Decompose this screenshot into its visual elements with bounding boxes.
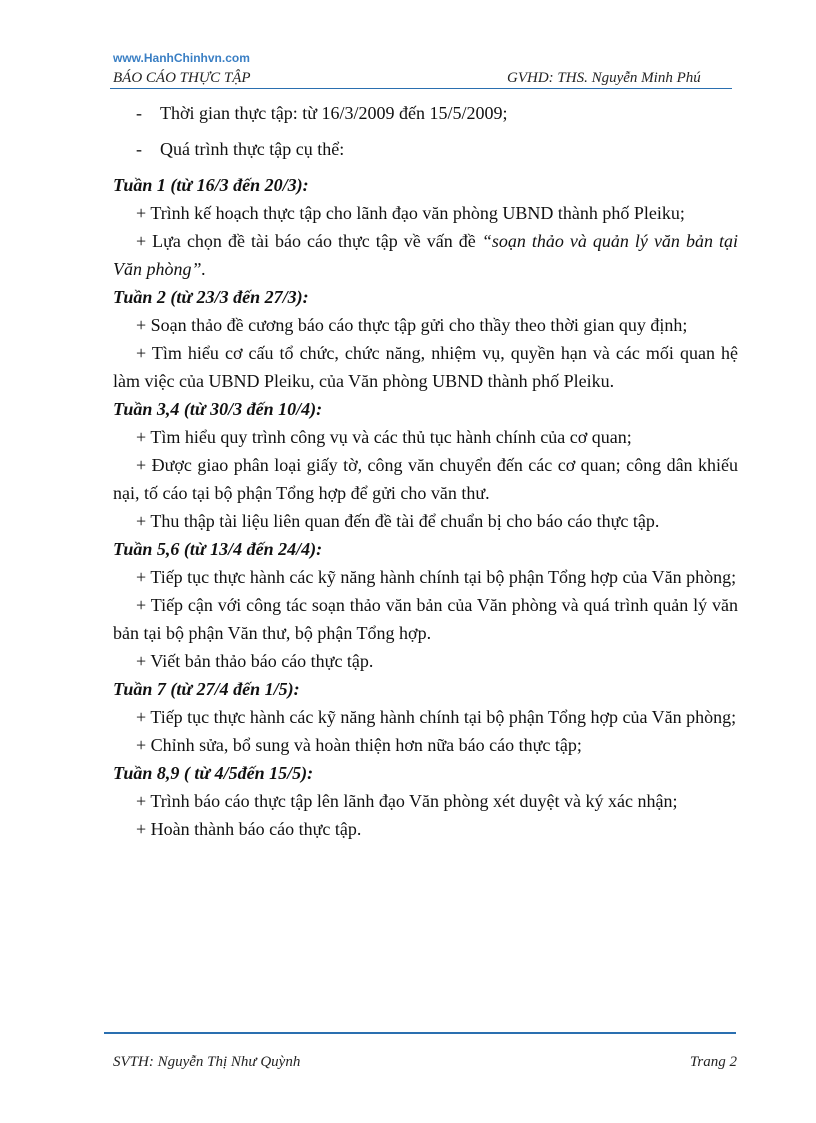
week-item: + Trình kế hoạch thực tập cho lãnh đạo văn phòng UBND thành phố Pleiku; (136, 203, 685, 223)
dash-bullet: - (136, 103, 142, 123)
week-item: + Thu thập tài liệu liên quan đến đề tài để chuẩn bị cho báo cáo thực tập. (136, 511, 660, 531)
week-item-text: + Lựa chọn đề tài báo cáo thực tập về vấn đề (136, 231, 482, 251)
week-item: + Tiếp tục thực hành các kỹ năng hành chính tại bộ phận Tổng hợp của Văn phòng; (136, 707, 737, 727)
footer-divider (104, 1032, 736, 1034)
header-divider (110, 88, 732, 89)
week-item: + Chỉnh sửa, bổ sung và hoàn thiện hơn nữa báo cáo thực tập; (136, 735, 582, 755)
header-supervisor: GVHD: THS. Nguyễn Minh Phú (507, 70, 701, 86)
intro-item (113, 135, 738, 163)
week-heading: Tuần 2 (từ 23/3 đến 27/3): (113, 287, 309, 307)
topic-quote: “soạn thảo và quản lý văn bản tại Văn phòng”. (113, 231, 738, 279)
week-item: + Soạn thảo đề cương báo cáo thực tập gửi cho thầy theo thời gian quy định; (136, 315, 688, 335)
week-heading: Tuần 7 (từ 27/4 đến 1/5): (113, 679, 300, 699)
week-item: + Được giao phân loại giấy tờ, công văn chuyển đến các cơ quan; công dân khiếu nại, tố cáo tại bộ phận Tổng hợp để gửi cho văn thư. (113, 455, 738, 503)
week-heading: Tuần 1 (từ 16/3 đến 20/3): (113, 175, 309, 195)
intro-text: Quá trình thực tập cụ thể: (160, 139, 345, 159)
week-item: + Tìm hiểu cơ cấu tổ chức, chức năng, nhiệm vụ, quyền hạn và các mối quan hệ làm việc của UBND Pleiku, của Văn phòng UBND thành phố Pleiku. (113, 343, 738, 391)
week-item: + Tìm hiểu quy trình công vụ và các thủ tục hành chính của cơ quan; (136, 427, 632, 447)
intro-item (113, 99, 738, 127)
week-item: + Hoàn thành báo cáo thực tập. (136, 819, 362, 839)
week-item: + Viết bản thảo báo cáo thực tập. (136, 651, 374, 671)
week-item: + Tiếp tục thực hành các kỹ năng hành chính tại bộ phận Tổng hợp của Văn phòng; (136, 567, 737, 587)
page-number: Trang 2 (689, 1054, 737, 1070)
week-heading: Tuần 8,9 ( từ 4/5đến 15/5): (113, 763, 314, 783)
page-body (113, 99, 738, 843)
week-item: + Trình báo cáo thực tập lên lãnh đạo Văn phòng xét duyệt và ký xác nhận; (136, 791, 678, 811)
week-item (113, 227, 738, 283)
week-heading: Tuần 3,4 (từ 30/3 đến 10/4): (113, 399, 323, 419)
site-link[interactable]: www.HanhChinhvn.com (113, 51, 250, 65)
week-heading: Tuần 5,6 (từ 13/4 đến 24/4): (113, 539, 323, 559)
week-item: + Tiếp cận với công tác soạn thảo văn bản của Văn phòng và quá trình quản lý văn bản tại bộ phận Văn thư, bộ phận Tổng hợp. (113, 595, 738, 643)
footer-student: SVTH: Nguyễn Thị Như Quỳnh (113, 1054, 301, 1070)
intro-text: Thời gian thực tập: từ 16/3/2009 đến 15/5/2009; (160, 103, 508, 123)
header-report-title: BÁO CÁO THỰC TẬP (113, 70, 251, 86)
dash-bullet: - (136, 139, 142, 159)
